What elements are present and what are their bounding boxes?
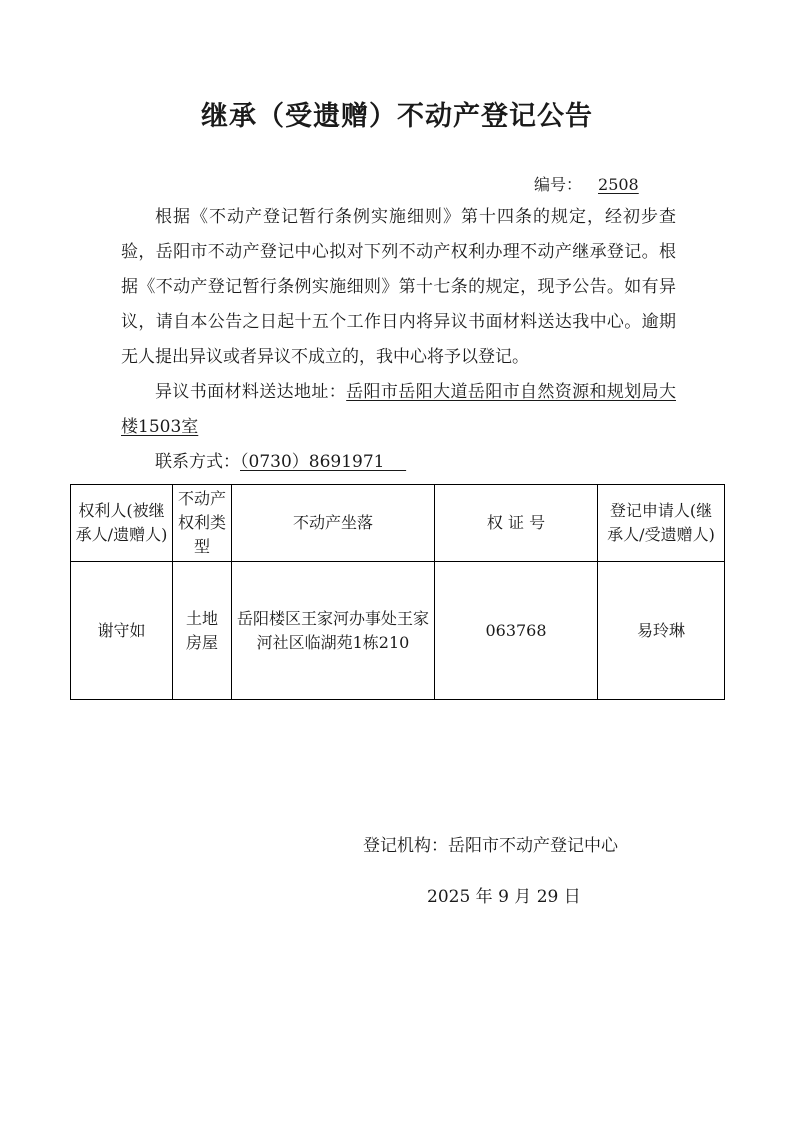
table-header-row (71, 485, 725, 562)
page-title: 继承（受遗赠）不动产登记公告 (201, 101, 593, 132)
objection-address (121, 375, 676, 445)
cell-right-type: 土地房屋 (173, 562, 232, 700)
cell-applicant: 易玲琳 (598, 562, 725, 700)
announcement-paragraph: 根据《不动产登记暂行条例实施细则》第十四条的规定，经初步查验，岳阳市不动产登记中心拟对下列不动产权利办理不动产继承登记。根据《不动产登记暂行条例实施细则》第十七条的规定，现予公告。如有异议，请自本公告之日起十五个工作日内将异议书面材料送达我中心。逾期无人提出异议或者异议不成立的，我中心将予以登记。 (121, 207, 676, 367)
doc-number-value: 2508 (598, 175, 639, 194)
announcement-date: 2025 年 9 月 29 日 (427, 887, 581, 907)
header-applicant: 登记申请人(继承人/受遗赠人) (598, 485, 725, 562)
contact-line (121, 445, 676, 480)
contact-label: 联系方式： (155, 452, 240, 472)
announcement-body (121, 200, 676, 480)
cell-holder: 谢守如 (71, 562, 173, 700)
objection-address-value: 岳阳市岳阳大道岳阳市自然资源和规划局大楼1503室 (121, 382, 676, 437)
doc-number-label: 编号： (534, 175, 583, 194)
registration-authority: 登记机构：岳阳市不动产登记中心 (363, 836, 618, 856)
objection-address-label: 异议书面材料送达地址： (155, 382, 347, 402)
header-right-type: 不动产权利类型 (173, 485, 232, 562)
table-row (71, 562, 725, 700)
header-holder: 权利人(被继承人/遗赠人) (71, 485, 173, 562)
contact-value: （0730）8691971 (240, 452, 385, 472)
cell-location: 岳阳楼区王家河办事处王家河社区临湖苑1栋210 (232, 562, 435, 700)
doc-number (534, 172, 639, 195)
header-location: 不动产坐落 (232, 485, 435, 562)
header-cert-no: 权 证 号 (435, 485, 598, 562)
registration-table (70, 484, 725, 700)
cell-cert-no: 063768 (435, 562, 598, 700)
